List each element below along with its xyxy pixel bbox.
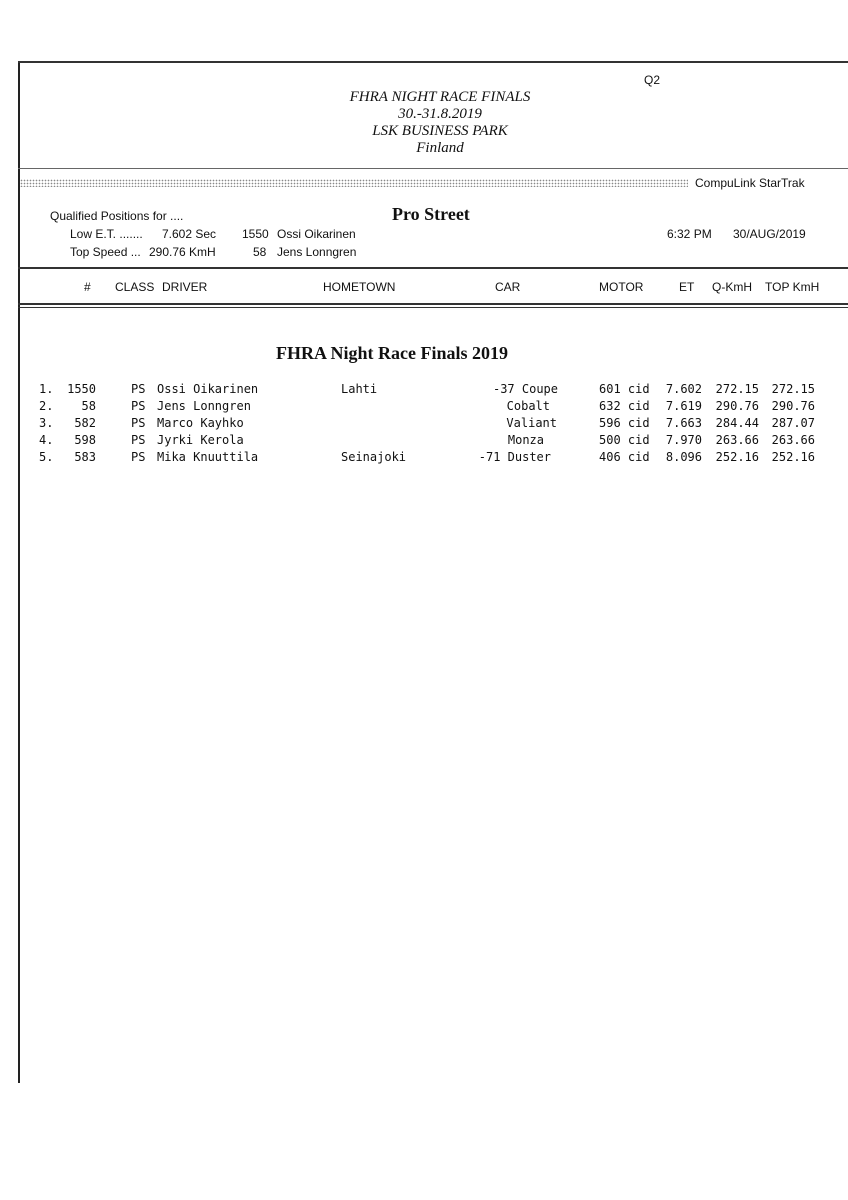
- col-header-motor: MOTOR: [599, 280, 644, 294]
- col-header-driver: DRIVER: [162, 280, 208, 294]
- top-border: [18, 61, 848, 63]
- car-number: 598: [74, 433, 96, 447]
- motor: 596 cid: [599, 416, 650, 430]
- motor: 500 cid: [599, 433, 650, 447]
- page-border-left: [18, 61, 20, 1083]
- hometown: Seinajoki: [341, 450, 407, 464]
- class: PS: [131, 450, 146, 464]
- low-et-car-number: 1550: [242, 227, 269, 241]
- column-header-rule-bottom: [18, 307, 848, 308]
- top-speed-driver: Jens Lonngren: [277, 245, 357, 259]
- q-kmh: 252.16: [715, 450, 759, 464]
- low-et-driver: Ossi Oikarinen: [277, 227, 356, 241]
- motor: 406 cid: [599, 450, 650, 464]
- results-event-title: FHRA Night Race Finals 2019: [276, 343, 508, 363]
- position: 4.: [39, 433, 54, 447]
- et: 7.602: [665, 382, 702, 396]
- category-title: Pro Street: [392, 204, 470, 224]
- top-kmh: 272.15: [771, 382, 815, 396]
- table-row: [0, 399, 848, 416]
- car-number: 582: [74, 416, 96, 430]
- driver: Jyrki Kerola: [157, 433, 244, 447]
- column-header-rule-top: [18, 303, 848, 305]
- table-row: [0, 416, 848, 433]
- top-speed-label: Top Speed ...: [70, 245, 141, 259]
- top-kmh: 252.16: [771, 450, 815, 464]
- q-kmh: 272.15: [715, 382, 759, 396]
- page-code: Q2: [644, 73, 661, 87]
- position: 2.: [39, 399, 54, 413]
- report-time: 6:32 PM: [667, 227, 712, 241]
- event-venue: LSK BUSINESS PARK: [372, 123, 508, 139]
- car-number: 583: [74, 450, 96, 464]
- col-header-car: CAR: [495, 280, 521, 294]
- col-header-et: ET: [679, 280, 695, 294]
- et: 7.970: [665, 433, 702, 447]
- event-dates: 30.-31.8.2019: [398, 106, 482, 122]
- class: PS: [131, 416, 146, 430]
- et: 7.619: [665, 399, 702, 413]
- car: -37 Coupe: [492, 382, 558, 396]
- col-header-hometown: HOMETOWN: [323, 280, 396, 294]
- event-country: Finland: [416, 140, 464, 156]
- driver: Marco Kayhko: [157, 416, 244, 430]
- col-header-qkmh: Q-KmH: [712, 280, 752, 294]
- timing-system-label: CompuLink StarTrak: [695, 176, 805, 190]
- top-speed-car-number: 58: [253, 245, 267, 259]
- car: Cobalt: [506, 399, 550, 413]
- driver: Ossi Oikarinen: [157, 382, 259, 396]
- low-et-label: Low E.T. .......: [70, 227, 143, 241]
- motor: 632 cid: [599, 399, 650, 413]
- qualified-positions-label: Qualified Positions for ....: [50, 209, 184, 223]
- col-header-number: #: [84, 280, 91, 294]
- hometown: Lahti: [341, 382, 378, 396]
- report-date: 30/AUG/2019: [733, 227, 806, 241]
- et: 7.663: [665, 416, 702, 430]
- class: PS: [131, 399, 146, 413]
- driver: Mika Knuuttila: [157, 450, 259, 464]
- car: -71 Duster: [478, 450, 551, 464]
- et: 8.096: [665, 450, 702, 464]
- class: PS: [131, 433, 146, 447]
- q-kmh: 284.44: [715, 416, 759, 430]
- table-row: [0, 450, 848, 467]
- low-et-value: 7.602 Sec: [162, 227, 217, 241]
- table-row: [0, 382, 848, 399]
- class: PS: [131, 382, 146, 396]
- top-kmh: 287.07: [771, 416, 815, 430]
- car: Monza: [507, 433, 544, 447]
- event-title-line-1: FHRA NIGHT RACE FINALS: [349, 89, 531, 105]
- position: 1.: [39, 382, 54, 396]
- driver: Jens Lonngren: [157, 399, 251, 413]
- position: 3.: [39, 416, 54, 430]
- summary-divider: [18, 267, 848, 269]
- motor: 601 cid: [599, 382, 650, 396]
- q-kmh: 290.76: [715, 399, 759, 413]
- header-divider: [18, 168, 848, 169]
- top-kmh: 263.66: [771, 433, 815, 447]
- car-number: 1550: [67, 382, 96, 396]
- car-number: 58: [81, 399, 96, 413]
- top-kmh: 290.76: [771, 399, 815, 413]
- table-row: [0, 433, 848, 450]
- q-kmh: 263.66: [715, 433, 759, 447]
- car: Valiant: [506, 416, 557, 430]
- dotted-separator: [20, 179, 688, 187]
- top-speed-value: 290.76 KmH: [149, 245, 216, 259]
- position: 5.: [39, 450, 54, 464]
- col-header-topkmh: TOP KmH: [765, 280, 820, 294]
- col-header-class: CLASS: [115, 280, 155, 294]
